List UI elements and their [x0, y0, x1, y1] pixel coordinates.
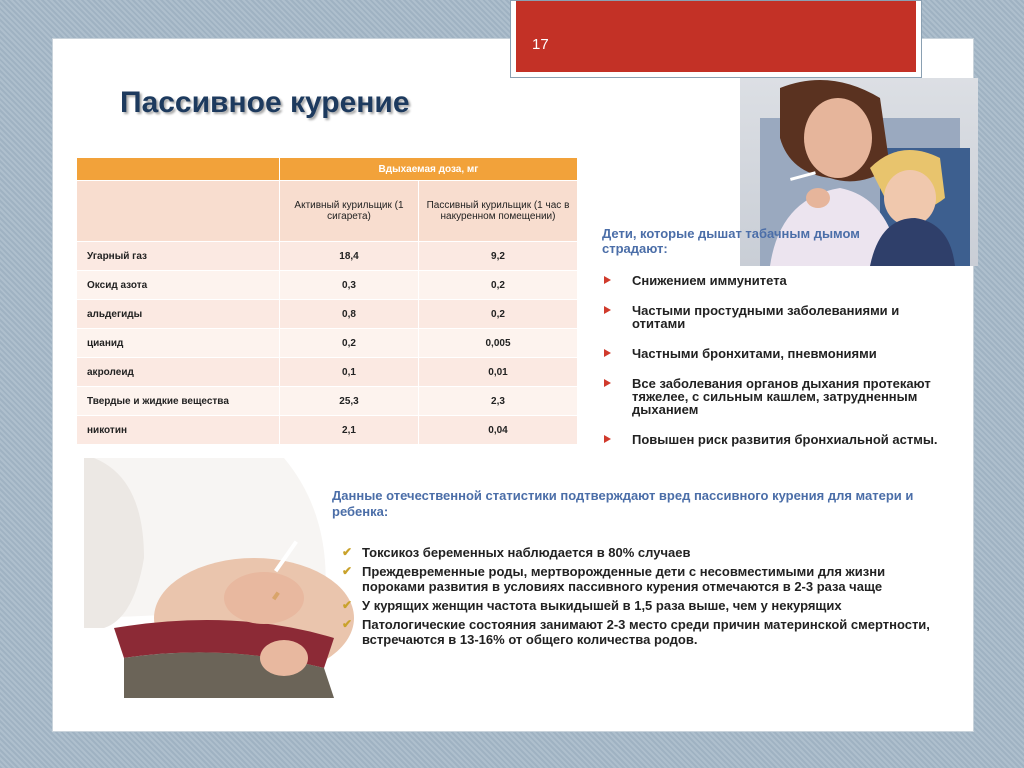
slide-number-banner — [510, 0, 922, 78]
effect-text: Частными бронхитами, пневмониями — [632, 346, 877, 361]
list-item — [342, 617, 942, 647]
list-item — [604, 433, 954, 446]
table-row — [77, 387, 578, 416]
statistics-list — [342, 545, 942, 651]
pregnant-woman-photo — [84, 458, 354, 698]
substance-name: Оксид азота — [77, 271, 280, 300]
checkmark-icon: ✔ — [342, 564, 353, 578]
substance-name: никотин — [77, 416, 280, 445]
statistic-text: У курящих женщин частота выкидышей в 1,5 раза выше, чем у некурящих — [362, 598, 842, 613]
children-caption: Дети, которые дышат табачным дымом страдают: — [602, 226, 860, 256]
slide-number: 17 — [532, 36, 549, 53]
effect-text: Частыми простудными заболеваниями и отитами — [632, 303, 900, 331]
passive-value: 0,2 — [419, 271, 578, 300]
effect-text: Повышен риск развития бронхиальной астмы. — [632, 432, 938, 447]
statistic-text: Патологические состояния занимают 2-3 место среди причин материнской смертности, встречаются в 13-16% от общего количества родов. — [362, 617, 930, 647]
table-row — [77, 271, 578, 300]
table-row — [77, 329, 578, 358]
statistic-text: Преждевременные роды, мертворожденные дети с несовместимыми для жизни пороками развития в условиях пассивного курения отмечаются в 2-3 раза чаще — [362, 564, 886, 594]
table-row — [77, 300, 578, 329]
active-value: 0,1 — [280, 358, 419, 387]
table-header: Вдыхаемая доза, мг — [280, 158, 578, 181]
table-row — [77, 416, 578, 445]
substance-name: Твердые и жидкие вещества — [77, 387, 280, 416]
children-effects-list — [604, 274, 954, 463]
arrow-bullet-icon — [604, 349, 611, 357]
list-item — [604, 274, 954, 287]
list-item — [604, 377, 954, 416]
list-item — [342, 545, 942, 560]
active-value: 2,1 — [280, 416, 419, 445]
passive-value: 9,2 — [419, 242, 578, 271]
checkmark-icon: ✔ — [342, 598, 353, 612]
list-item — [342, 598, 942, 613]
dose-table — [76, 157, 578, 445]
passive-value: 2,3 — [419, 387, 578, 416]
list-item — [342, 564, 942, 594]
arrow-bullet-icon — [604, 379, 611, 387]
substance-name: цианид — [77, 329, 280, 358]
active-value: 25,3 — [280, 387, 419, 416]
substance-name: Угарный газ — [77, 242, 280, 271]
table-corner-cell — [77, 158, 280, 181]
substance-name: альдегиды — [77, 300, 280, 329]
active-value: 0,3 — [280, 271, 419, 300]
substance-name: акролеид — [77, 358, 280, 387]
checkmark-icon: ✔ — [342, 617, 353, 631]
column-active-smoker: Активный курильщик (1 сигарета) — [280, 181, 419, 242]
active-value: 0,8 — [280, 300, 419, 329]
passive-value: 0,04 — [419, 416, 578, 445]
checkmark-icon: ✔ — [342, 545, 353, 559]
list-item — [604, 304, 954, 330]
list-item — [604, 347, 954, 360]
passive-value: 0,01 — [419, 358, 578, 387]
table-row — [77, 358, 578, 387]
statistics-intro: Данные отечественной статистики подтверждают вред пассивного курения для матери и ребенка: — [332, 488, 914, 519]
table-blank-cell — [77, 181, 280, 242]
passive-value: 0,2 — [419, 300, 578, 329]
active-value: 18,4 — [280, 242, 419, 271]
passive-value: 0,005 — [419, 329, 578, 358]
statistic-text: Токсикоз беременных наблюдается в 80% случаев — [362, 545, 691, 560]
active-value: 0,2 — [280, 329, 419, 358]
arrow-bullet-icon — [604, 276, 611, 284]
effect-text: Все заболевания органов дыхания протекают тяжелее, с сильным кашлем, затрудненным дыханием — [632, 376, 931, 417]
effect-text: Снижением иммунитета — [632, 273, 787, 288]
table-row — [77, 242, 578, 271]
page-title: Пассивное курение — [120, 86, 410, 119]
arrow-bullet-icon — [604, 435, 611, 443]
arrow-bullet-icon — [604, 306, 611, 314]
pregnant-woman-illustration — [84, 458, 354, 698]
column-passive-smoker: Пассивный курильщик (1 час в накуренном помещении) — [419, 181, 578, 242]
banner-fill — [516, 1, 916, 72]
